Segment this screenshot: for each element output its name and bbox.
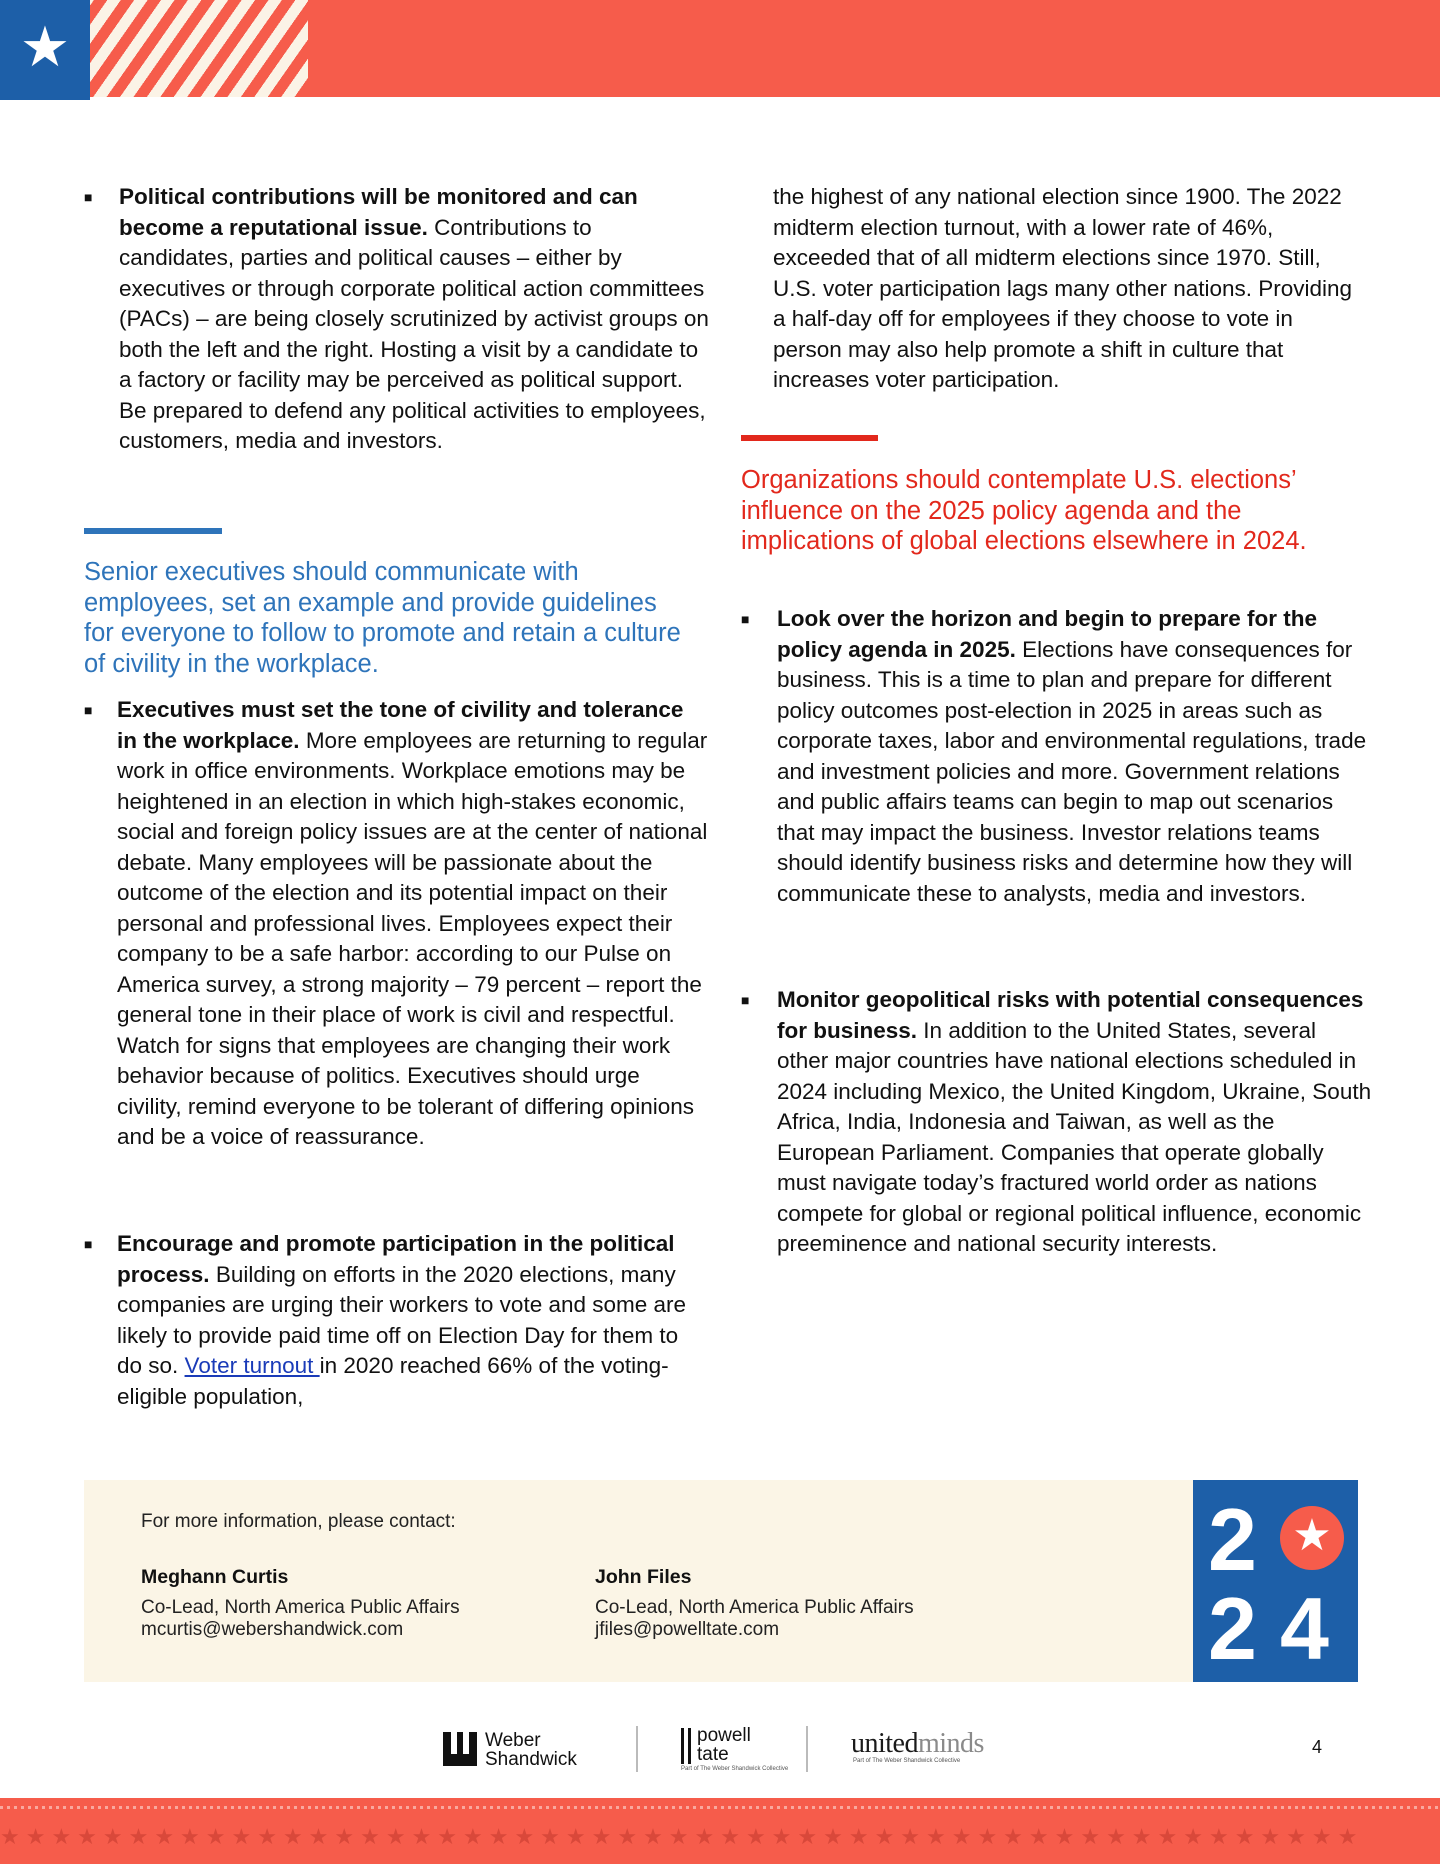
left-bullet-participation [117,1229,694,1412]
bullet-bold-lead: Executives must set the tone of civility and tolerance in the workplace. [117,697,684,753]
contact-email-1[interactable]: mcurtis@webershandwick.com [141,1619,404,1640]
header-star-box [0,0,90,100]
voter-turnout-link[interactable]: Voter turnout [184,1353,320,1378]
bullet-bold-lead: Encourage and promote participation in the political process. [117,1231,675,1287]
contact-name-1: Meghann Curtis [141,1566,289,1588]
contact-intro: For more information, please contact: [141,1511,456,1532]
weber-text: Weber [485,1730,541,1751]
minds-text: minds [918,1728,984,1759]
bullet-body-continued: in 2020 reached 66% of the voting-eligible population, [117,1353,669,1409]
footer-dot-line [0,1806,1440,1809]
contact-email-2[interactable]: jfiles@powelltate.com [595,1619,780,1640]
united-text: united [851,1728,918,1759]
section-rule-blue [84,528,222,534]
bullet-body: Contributions to candidates, parties and political causes – either by executives or through corporate political action committees (PACs) – are being closely scrutinized by activist groups on both the left and the right. Hosting a visit by a candidate to a factory or facility may be perceived as political support. Be prepared to defend any political activities to employees, customers, media and investors. [119,214,709,453]
bullet-body: More employees are returning to regular work in office environments. Workplace emotions may be heightened in an election in which high-stakes economic, social and foreign policy issues are at the center of national debate. Many employees will be passionate about the outcome of the election and its potential impact on their personal and professional lives. Employees expect their company to be a safe harbor: according to our Pulse on America survey, a strong majority – 79 percent – report the general tone in their place of work is civil and respectful. Watch for signs that employees are changing their work behavior because of politics. Executives should urge civility, remind everyone to be tolerant of differing opinions and be a voice of reassurance. [117,727,708,1149]
bullet-bold-lead: Monitor geopolitical risks with potential consequences for business. [777,987,1364,1043]
powell-text: powell [697,1725,751,1746]
bullet-marker: ■ [741,992,750,1008]
bullet-bold-lead: Political contributions will be monitored and can become a reputational issue. [119,184,638,240]
right-bullet-policy-agenda [777,604,1371,909]
right-bullet-geopolitical [777,985,1373,1260]
logo-divider [806,1726,808,1772]
logo-star-icon [1280,1506,1344,1570]
bullet-marker: ■ [84,702,93,718]
bullet-body: Building on efforts in the 2020 elections, many companies are urging their workers to vote and some are likely to provide paid time off on Election Day for them to do so. [117,1261,687,1378]
bullet-bold-lead: Look over the horizon and begin to prepare for the policy agenda in 2025. [777,606,1318,662]
star-icon: ★ [19,15,71,78]
shandwick-text: Shandwick [485,1749,577,1770]
united-minds-tagline: Part of The Weber Shandwick Collective [853,1758,961,1764]
bullet-marker: ■ [84,189,93,205]
page-number: 4 [1312,1737,1323,1757]
weber-shandwick-logo-text [485,1731,577,1769]
logo-digit-4-bottom: 4 [1280,1579,1329,1678]
bullet-body: In addition to the United States, several other major countries have national elections scheduled in 2024 including Mexico, the United Kingdom, Ukraine, South Africa, India, Indonesia and Taiwan, as well as the European Parliament. Companies that operate globally must navigate today’s fractured world order as nations compete for global or regional political influence, economic preeminence and national security interests. [777,1017,1372,1256]
tate-text: tate [697,1744,729,1765]
section-heading-policy: Organizations should contemplate U.S. elections’ influence on the 2025 policy agenda and the implications of global elections elsewhere in 2024. [741,466,1307,555]
left-bullet-contributions [119,182,711,457]
header-stripes [90,0,308,97]
left-bullet-civility [117,695,709,1153]
contact-name-2: John Files [595,1566,692,1588]
section-heading-civility: Senior executives should communicate with employees, set an example and provide guidelines for everyone to follow to promote and retain a culture of civility in the workplace. [84,558,681,678]
contact-title-1: Co-Lead, North America Public Affairs [141,1597,460,1618]
weber-shandwick-logo-mark [443,1732,477,1766]
powell-tate-logo-text [697,1726,751,1764]
footer-star-pattern: ★★★★★★★★★★★★★★★★★★★★★★★★★★★★★★★★★★★★★★★★★★★★★★★★★★★★★ [0,1824,1364,1849]
powell-tate-tagline: Part of The Weber Shandwick Collective [681,1766,789,1772]
powell-tate-logo-mark [681,1728,691,1764]
star-icon: ★ [1292,1511,1332,1560]
united-minds-logo [851,1730,984,1758]
right-continuation-paragraph: the highest of any national election since 1900. The 2022 midterm election turnout, with a lower rate of 46%, exceeded that of all midterm elections since 1970. Still, U.S. voter participation lags many other nations. Providing a half-day off for employees if they choose to vote in person may also help promote a shift in culture that increases voter participation. [773,184,1353,392]
logo-divider [636,1726,638,1772]
bullet-marker: ■ [84,1236,93,1252]
section-rule-red [741,435,878,441]
logo-digit-2-top: 2 [1208,1490,1257,1589]
contact-title-2: Co-Lead, North America Public Affairs [595,1597,914,1618]
bullet-marker: ■ [741,611,750,627]
logo-digit-2-bottom: 2 [1208,1579,1257,1678]
bullet-body: Elections have consequences for business. This is a time to plan and prepare for different policy outcomes post-election in 2025 in areas such as corporate taxes, labor and environmental regulations, trade and investment policies and more. Government relations and public affairs teams can begin to map out scenarios that may impact the business. Investor relations teams should identify business risks and determine how they will communicate these to analysts, media and investors. [777,636,1367,906]
